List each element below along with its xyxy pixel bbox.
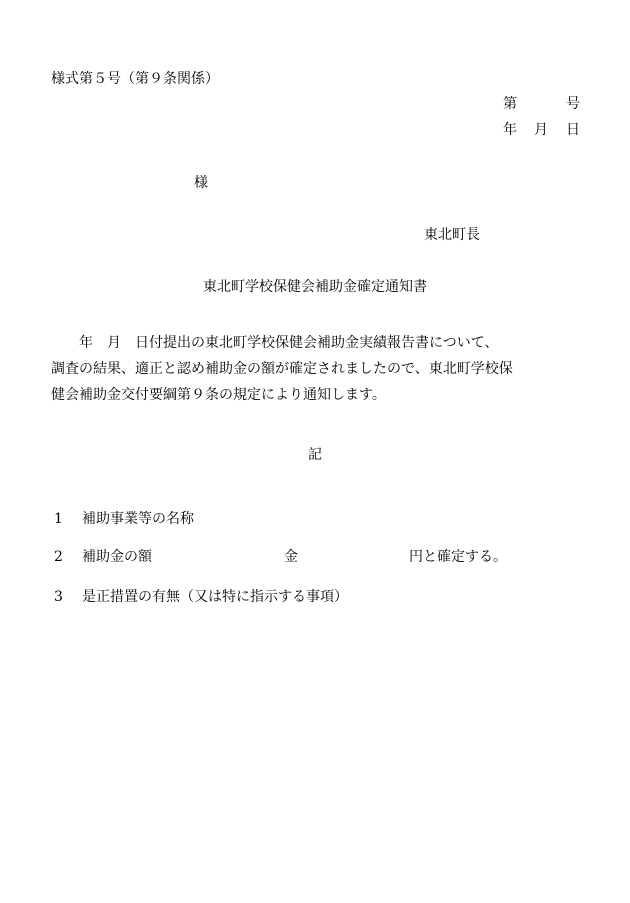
item-number: 1	[54, 511, 63, 527]
item-label: 補助金の額	[82, 549, 152, 565]
recipient-honorific: 様	[194, 175, 208, 191]
list-item	[54, 590, 348, 604]
body-line-1: 年 月 日付提出の東北町学校保健会補助金実績報告書について、	[51, 335, 499, 351]
ki-heading: 記	[308, 447, 322, 463]
document-number-suffix: 号	[566, 96, 580, 112]
item-number: 3	[54, 589, 63, 605]
item-label: 是正措置の有無（又は特に指示する事項）	[82, 589, 348, 605]
amount-yen-suffix: 円と確定する。	[409, 549, 507, 565]
date-year: 年	[503, 122, 517, 138]
list-item	[54, 550, 152, 564]
list-item	[54, 512, 194, 526]
item-number: 2	[54, 549, 63, 565]
date-month: 月	[534, 122, 548, 138]
document-number-prefix: 第	[503, 96, 517, 112]
date-day: 日	[566, 122, 580, 138]
sender-name: 東北町長	[424, 227, 480, 243]
body-line-3: 健会補助金交付要綱第９条の規定により通知します。	[51, 387, 386, 403]
body-line-2: 調査の結果、適正と認め補助金の額が確定されましたので、東北町学校保	[51, 361, 513, 377]
form-identifier: 様式第５号（第９条関係）	[51, 71, 219, 87]
item-label: 補助事業等の名称	[82, 511, 194, 527]
amount-kin-label: 金	[284, 549, 298, 565]
document-title: 東北町学校保健会補助金確定通知書	[203, 279, 427, 295]
body-paragraph	[51, 330, 591, 408]
